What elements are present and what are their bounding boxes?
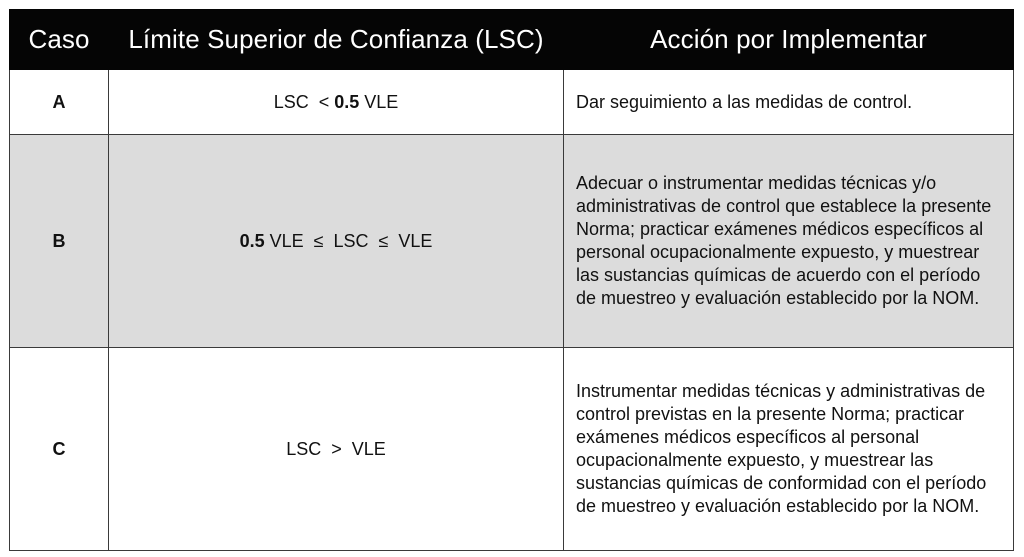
table-row-a: [10, 70, 1014, 135]
case-cell-c: C: [10, 348, 109, 551]
action-cell-a: Dar seguimiento a las medidas de control.: [564, 70, 1014, 135]
header-row: [10, 10, 1014, 70]
lsc-text-bold: 0.5: [334, 91, 360, 112]
action-cell-b: Adecuar o instrumentar medidas técnicas y/o administrativas de control que establece la presente Norma; practicar exámenes médicos específicos al personal ocupacionalmente expuesto, y muestrear las sustancias químicas de acuerdo con el período de muestreo y evaluación establecido por la NOM.: [564, 135, 1014, 348]
table-row-c: [10, 348, 1014, 551]
lsc-text-pre: LSC > VLE: [286, 438, 386, 459]
lsc-text-pre: LSC <: [273, 91, 335, 112]
header-case: Caso: [10, 10, 109, 70]
lsc-text-post: VLE ≤ LSC ≤ VLE: [264, 230, 433, 251]
case-cell-a: A: [10, 70, 109, 135]
lsc-cell-c: [109, 348, 564, 551]
lsc-text-post: VLE: [359, 91, 399, 112]
case-cell-b: B: [10, 135, 109, 348]
lsc-text-bold: 0.5: [239, 230, 265, 251]
header-action: Acción por Implementar: [564, 10, 1014, 70]
header-lsc: Límite Superior de Confianza (LSC): [109, 10, 564, 70]
lsc-cell-a: [109, 70, 564, 135]
action-table: [9, 9, 1014, 551]
action-cell-c: Instrumentar medidas técnicas y administrativas de control previstas en la presente Norma; practicar exámenes médicos específicos al personal ocupacionalmente expuesto, y muestrear las sustancias químicas de conformidad con el período de muestreo y evaluación establecido por la NOM.: [564, 348, 1014, 551]
lsc-cell-b: [109, 135, 564, 348]
table-row-b: [10, 135, 1014, 348]
